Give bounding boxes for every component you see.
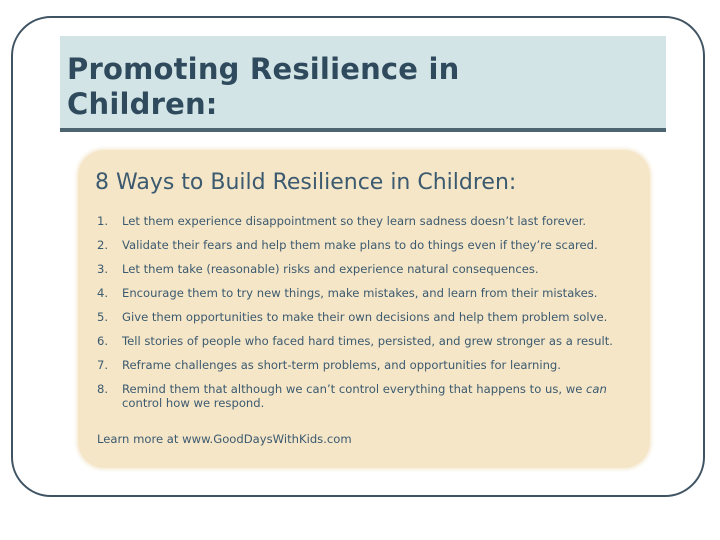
list-item-text: Reframe challenges as short-term problems, and opportunities for learning.: [122, 358, 561, 372]
slide-title: [67, 52, 459, 122]
list-item: [97, 334, 637, 348]
list-item: [97, 310, 637, 324]
list-item-number: 3.: [97, 262, 109, 276]
list-item-number: 5.: [97, 310, 109, 324]
card-heading: 8 Ways to Build Resilience in Children:: [95, 170, 517, 195]
list-item-text-end: control how we respond.: [122, 396, 265, 410]
list-item-text: Let them experience disappointment so they learn sadness doesn’t last forever.: [122, 214, 587, 228]
list-item: [97, 358, 637, 372]
list-item-text: Encourage them to try new things, make mistakes, and learn from their mistakes.: [122, 286, 598, 300]
list-item-number: 4.: [97, 286, 109, 300]
list-item-text: Validate their fears and help them make plans to do things even if they’re scared.: [122, 238, 598, 252]
list-item-number: 6.: [97, 334, 109, 348]
list-item-number: 8.: [97, 382, 109, 396]
list-item-number: 7.: [97, 358, 109, 372]
card-footer: Learn more at www.GoodDaysWithKids.com: [97, 432, 352, 446]
list-item: [97, 286, 637, 300]
list-item-text-emphasis: can: [586, 382, 607, 396]
list-item-text: Tell stories of people who faced hard times, persisted, and grew stronger as a result.: [122, 334, 613, 348]
list-item: [97, 238, 637, 252]
slide-title-line-2: Children:: [67, 87, 218, 121]
list-item-text-start: Remind them that although we can’t control everything that happens to us, we: [122, 382, 587, 396]
list-item: [97, 214, 637, 228]
list-item-text: [122, 382, 637, 410]
ways-list: [97, 214, 637, 420]
resilience-card: [78, 150, 650, 468]
list-item-text: Give them opportunities to make their own decisions and help them problem solve.: [122, 310, 608, 324]
list-item-number: 1.: [97, 214, 109, 228]
title-bar: [60, 36, 666, 132]
list-item-text: Let them take (reasonable) risks and experience natural consequences.: [122, 262, 539, 276]
list-item: [97, 382, 637, 410]
list-item-number: 2.: [97, 238, 109, 252]
list-item: [97, 262, 637, 276]
slide-title-line-1: Promoting Resilience in: [67, 52, 460, 86]
